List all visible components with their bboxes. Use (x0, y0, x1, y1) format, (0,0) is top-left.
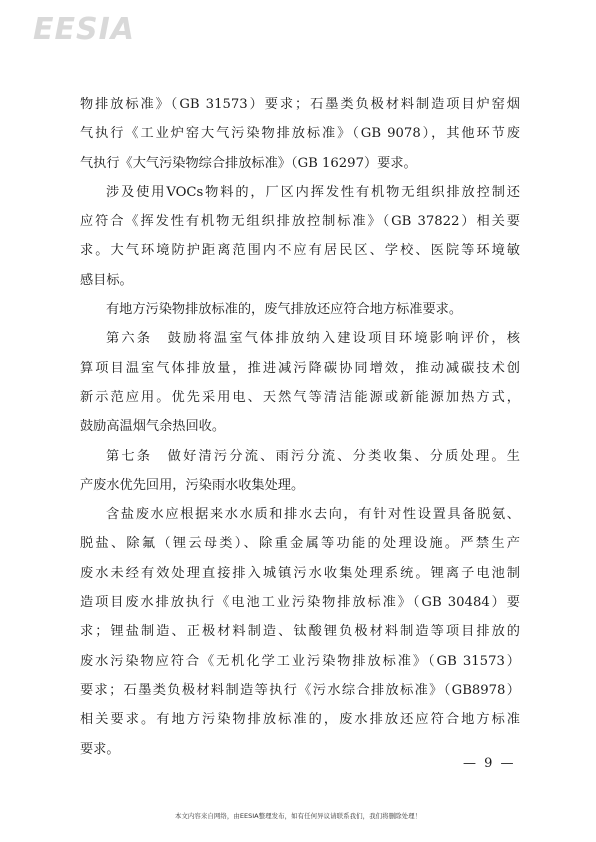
text-line: 第六条 鼓励将温室气体排放纳入建设项目环境影响评价，核 (106, 331, 520, 347)
text-line: 要求；石墨类负极材料制造等执行《污水综合排放标准》（GB8978） (80, 682, 520, 698)
text-line: 气执行《工业炉窑大气污染物排放标准》（GB 9078），其他环节废 (80, 126, 520, 142)
text-line: 物排放标准》（GB 31573）要求；石墨类负极材料制造项目炉窑烟 (80, 97, 520, 112)
document-body (80, 90, 520, 764)
text-line: 算项目温室气体排放量，推进减污降碳协同增效，推动减碳技术创 (80, 360, 520, 376)
text-line: 产废水优先回用，污染雨水收集处理。 (80, 477, 305, 493)
text-line: 造项目废水排放执行《电池工业污染物排放标准》（GB 30484）要 (80, 595, 520, 611)
text-line: 气执行《大气污染物综合排放标准》（GB 16297）要求。 (80, 155, 417, 171)
text-line: 有地方污染物排放标准的，废气排放还应符合地方标准要求。 (106, 302, 463, 318)
page-number: — 9 — (463, 756, 516, 771)
text-line: 感目标。 (80, 272, 133, 288)
text-line: 涉及使用VOCs物料的，厂区内挥发性有机物无组织排放控制还 (106, 184, 520, 200)
text-line: 要求。 (80, 741, 120, 757)
footer-notice: 本文内容来自网络，由EESIA整理发布，如有任何异议请联系我们，我们将删除处理！ (174, 812, 422, 820)
eesia-logo: EESIA (33, 12, 135, 47)
text-line: 求；锂盐制造、正极材料制造、钛酸锂负极材料制造等项目排放的 (80, 624, 520, 640)
text-line: 应符合《挥发性有机物无组织排放控制标准》（GB 37822）相关要 (80, 214, 520, 230)
text-line: 相关要求。有地方污染物排放标准的，废水排放还应符合地方标准 (80, 712, 520, 728)
text-line: 第七条 做好清污分流、雨污分流、分类收集、分质处理。生 (106, 448, 520, 464)
text-line: 新示范应用。优先采用电、天然气等清洁能源或新能源加热方式， (80, 389, 520, 405)
text-line: 鼓励高温烟气余热回收。 (80, 419, 226, 435)
text-line: 废水未经有效处理直接排入城镇污水收集处理系统。锂离子电池制 (80, 565, 520, 581)
text-line: 脱盐、除氟（锂云母类）、除重金属等功能的处理设施。严禁生产 (80, 536, 520, 552)
text-line: 含盐废水应根据来水水质和排水去向，有针对性设置具备脱氨、 (106, 507, 520, 523)
text-line: 求。大气环境防护距离范围内不应有居民区、学校、医院等环境敏 (80, 243, 520, 259)
text-line: 废水污染物应符合《无机化学工业污染物排放标准》（GB 31573） (80, 653, 520, 669)
